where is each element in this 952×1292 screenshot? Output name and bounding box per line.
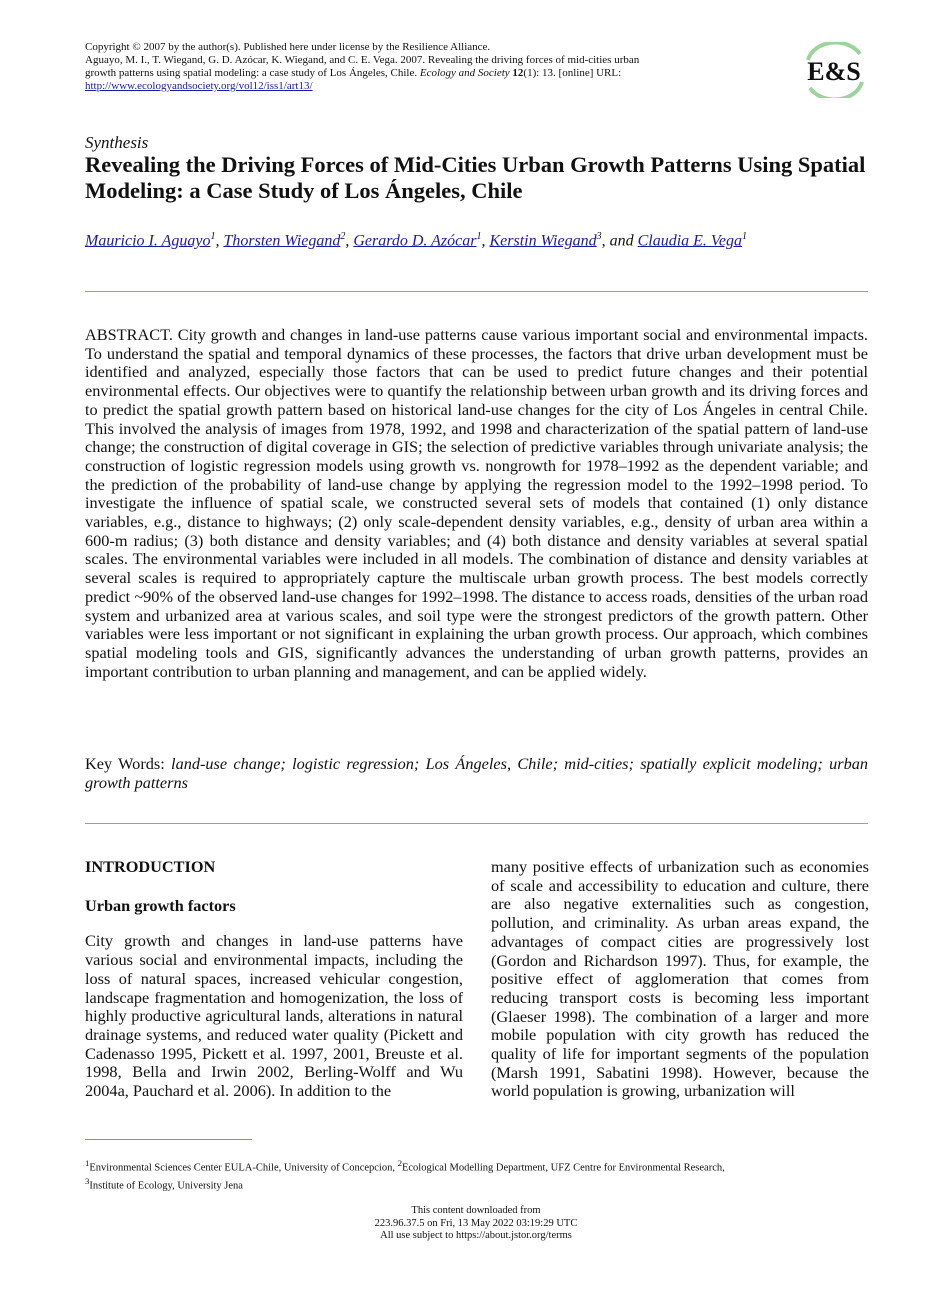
divider: [85, 823, 868, 824]
footer-line: All use subject to https://about.jstor.org/terms: [380, 1230, 572, 1241]
separator: , and: [601, 232, 638, 250]
footnote-1: Environmental Sciences Center EULA-Chile, University of Concepcion,: [89, 1162, 398, 1174]
author-link[interactable]: Kerstin Wiegand: [489, 232, 597, 250]
section-label: Synthesis: [85, 133, 149, 152]
separator: ,: [215, 232, 224, 250]
footnote-divider: [85, 1139, 252, 1140]
body-paragraph: many positive effects of urbanization such as economies of scale and accessibility to education and culture, there are also negative externalities such as congestion, pollution, and criminality. As urban areas expand, the advantages of compact cities are progressively lost (Gordon and Richardson 1997). Thus, for example, the positive effect of agglomeration that comes from reducing transport costs is becoming less important (Glaeser 1998). The combination of a larger and more mobile population with city growth has reduced the quality of life for important segments of the population (Marsh 1991, Sabatini 1998). However, because the world population is growing, urbanization will: [491, 857, 869, 1101]
author-link[interactable]: Claudia E. Vega: [637, 232, 743, 250]
article-url-link[interactable]: http://www.ecologyandsociety.org/vol12/iss1/art13/: [85, 80, 313, 92]
svg-text:E&S: E&S: [807, 57, 861, 86]
footnotes: $^1$Environmental Sciences Center EULA-Chile, University of Concepcion, $^2$Ecological Modelling Department, UFZ Centre for Environmental Research, $^3$Institute of Ecology, University Jena: [85, 1158, 725, 1191]
affiliation-mark: 2: [340, 231, 346, 242]
footer-line: This content downloaded from: [411, 1205, 541, 1216]
right-column: [491, 858, 869, 1101]
issue: (1): 13. [online] URL:: [523, 67, 622, 79]
keywords: [85, 755, 868, 792]
affiliation-mark: 1: [210, 231, 216, 242]
author-link[interactable]: Mauricio I. Aguayo: [85, 232, 211, 250]
journal-logo: [798, 42, 870, 98]
author-link[interactable]: Thorsten Wiegand: [223, 232, 341, 250]
affiliation-mark: 3: [596, 231, 602, 242]
paper-title: Revealing the Driving Forces of Mid-Cities Urban Growth Patterns Using Spatial Modeling: a Case Study of Los Ángeles, Chile: [85, 152, 866, 203]
footnote-3: Institute of Ecology, University Jena: [89, 1180, 243, 1191]
author-list: [85, 231, 747, 250]
separator: ,: [345, 232, 354, 250]
jstor-footer: [0, 1205, 952, 1243]
affiliation-mark: 1: [742, 231, 748, 242]
affiliation-mark: 1: [476, 231, 482, 242]
separator: ,: [481, 232, 490, 250]
volume: 12: [512, 67, 524, 79]
keywords-list: land-use change; logistic regression; Los Ángeles, Chile; mid-cities; spatially explicit modeling; urban growth patterns: [85, 754, 868, 792]
journal-name: Ecology and Society: [419, 67, 510, 79]
author-link[interactable]: Gerardo D. Azócar: [353, 232, 477, 250]
section-heading: INTRODUCTION: [85, 857, 216, 876]
body-paragraph: City growth and changes in land-use patterns have various social and environmental impacts, including the loss of natural spaces, increased vehicular congestion, landscape fragmentation and homogenization, the loss of highly productive agricultural lands, alterations in natural drainage systems, and reduced water quality (Pickett and Cadenasso 1995, Pickett et al. 1997, 2001, Breuste et al. 1998, Bella and Irwin 2002, Berling-Wolff and Wu 2004a, Pauchard et al. 2006). In addition to the: [85, 931, 463, 1101]
abstract: ABSTRACT. City growth and changes in land-use patterns cause various important social and environmental impacts. To understand the spatial and temporal dynamics of these processes, the factors that drive urban development must be identified and analyzed, especially those factors that can be used to predict future changes and their potential environmental effects. Our objectives were to quantify the relationship between urban growth and its driving forces and to predict the spatial growth pattern based on historical land-use changes for the city of Los Ángeles in central Chile. This involved the analysis of images from 1978, 1992, and 1998 and characterization of the spatial pattern of land-use change; the construction of digital coverage in GIS; the selection of predictive variables through univariate analysis; the construction of logistic regression models using growth vs. nongrowth for 1978–1992 as the dependent variable; and the prediction of the probability of land-use change by applying the regression model to the 1992–1998 period. To investigate the influence of spatial scale, we constructed several sets of models that contained (1) only distance variables, e.g., distance to highways; (2) only scale-dependent density variables, e.g., density of urban area within a 600-m radius; (3) both distance and density variables; and (4) both distance and density variables at several spatial scales. The environmental variables were included in all models. The combination of distance and density variables at several scales is required to appropriately capture the multiscale urban growth process. The best models correctly predict ~90% of the observed land-use changes for 1992–1998. The distance to access roads, densities of the urban road system and urbanized area at various scales, and soil type were the strongest predictors of the growth pattern. Other variables were less important or not significant in explaining the urban growth process. Our approach, which combines spatial modeling tools and GIS, significantly advances the understanding of urban growth patterns, provides an important contribution to urban planning and management, and can be applied widely.: [85, 325, 868, 681]
citation-block: [85, 41, 645, 93]
footnote-2: Ecological Modelling Department, UFZ Centre for Environmental Research,: [401, 1162, 725, 1174]
footer-line: 223.96.37.5 on Fri, 13 May 2022 03:19:29 UTC: [374, 1217, 578, 1229]
subsection-heading: Urban growth factors: [85, 895, 236, 915]
keywords-label: Key Words:: [85, 754, 172, 773]
copyright: Copyright © 2007 by the author(s). Published here under license by the Resilience Alliance.: [85, 41, 491, 53]
logo-arcs-icon: [798, 42, 870, 98]
citation-text: Aguayo, M. I., T. Wiegand, G. D. Azócar, K. Wiegand, and C. E. Vega. 2007. Revealing the driving forces of mid-cities urban growth patterns using spatial modeling: a case study of Los Ángeles, Chile.: [85, 54, 640, 79]
divider: [85, 291, 868, 292]
left-column: [85, 858, 463, 1101]
